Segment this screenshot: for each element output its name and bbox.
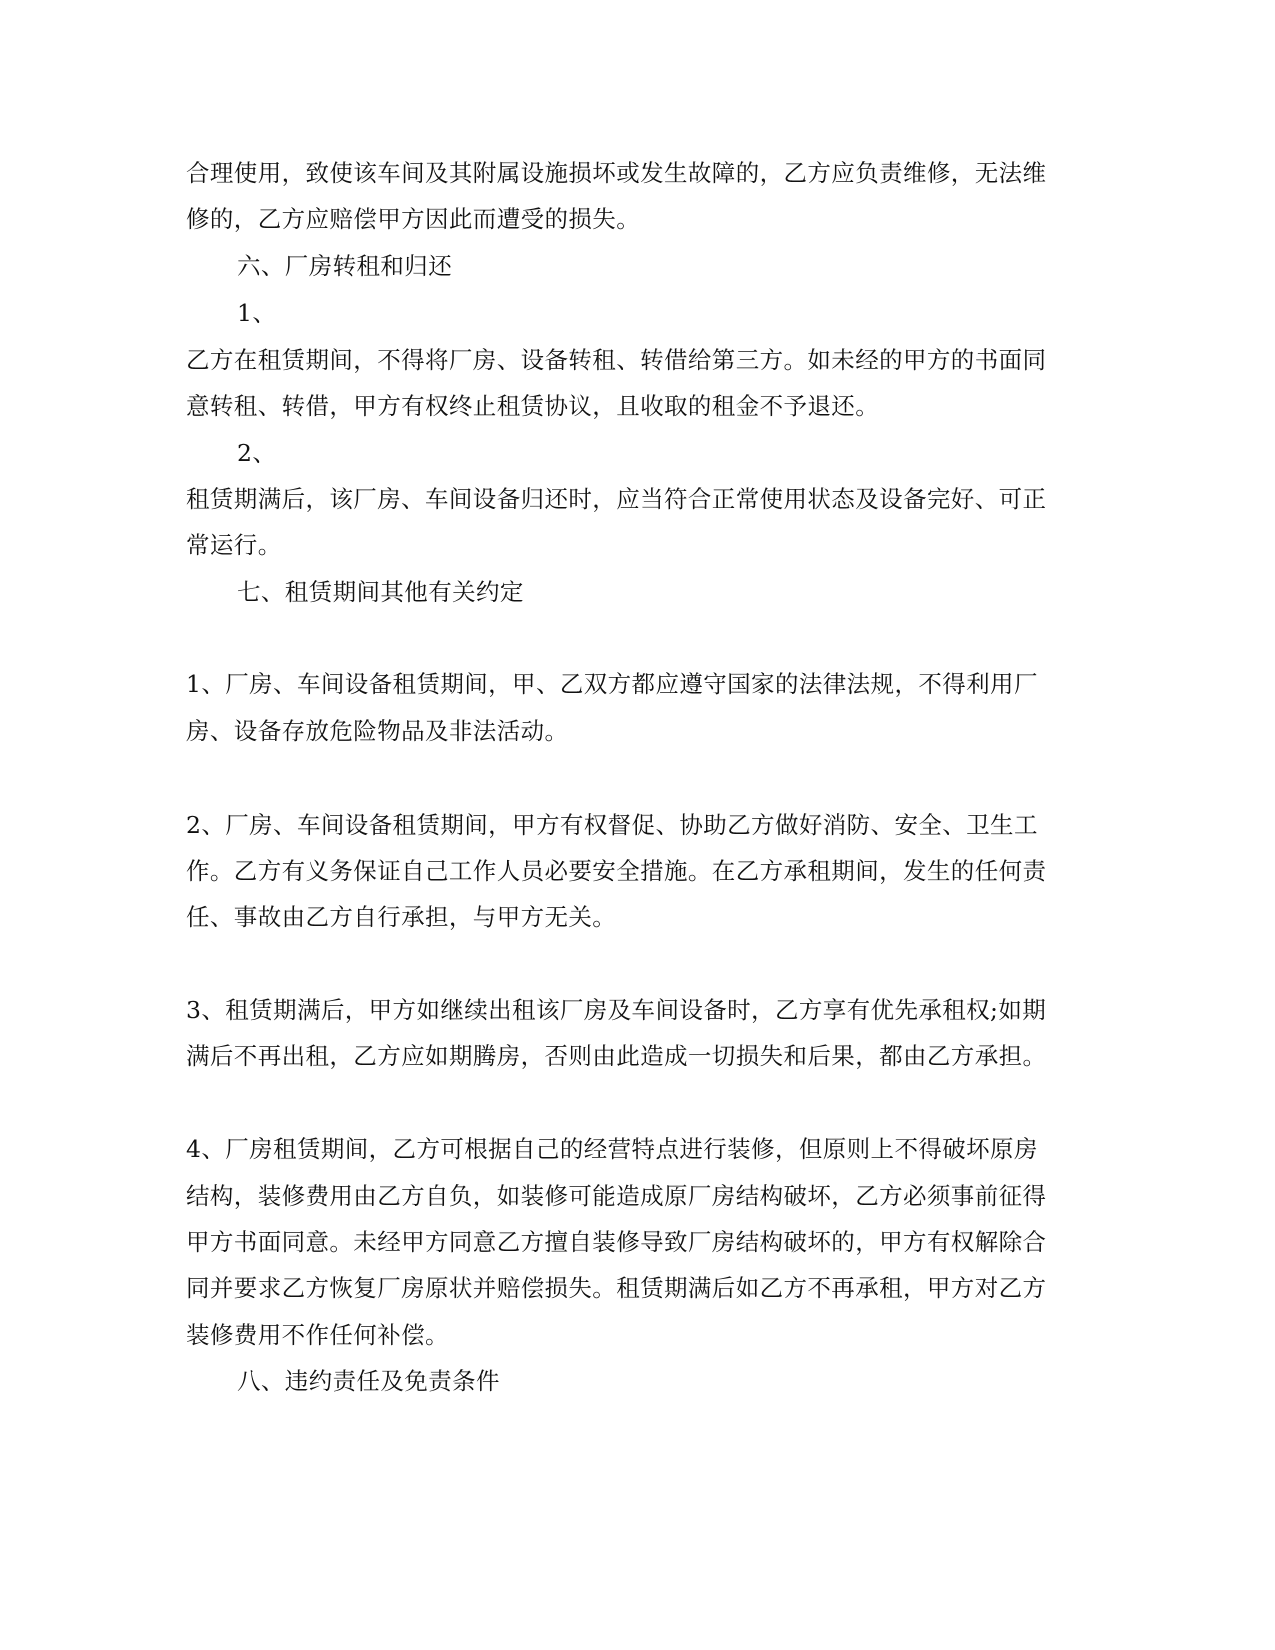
text-line: 装修费用不作任何补偿。 [186,1321,449,1349]
text-line: 作。乙方有义务保证自己工作人员必要安全措施。在乙方承租期间，发生的任何责 [186,857,1047,885]
text-line: 房、设备存放危险物品及非法活动。 [186,717,569,745]
text-line: 4、厂房租赁期间，乙方可根据自己的经营特点进行装修，但原则上不得破坏原房 [186,1135,1038,1163]
text-line: 1、厂房、车间设备租赁期间，甲、乙双方都应遵守国家的法律法规，不得利用厂 [186,670,1038,698]
text-line: 常运行。 [186,531,282,559]
text-line: 2、厂房、车间设备租赁期间，甲方有权督促、协助乙方做好消防、安全、卫生工 [186,811,1038,839]
text-line: 修的，乙方应赔偿甲方因此而遭受的损失。 [186,205,641,233]
text-line: 3、租赁期满后，甲方如继续出租该厂房及车间设备时，乙方享有优先承租权;如期 [186,996,1047,1024]
section-heading: 七、租赁期间其他有关约定 [237,578,524,606]
section-heading: 八、违约责任及免责条件 [237,1367,500,1395]
text-line: 结构，装修费用由乙方自负，如装修可能造成原厂房结构破坏，乙方必须事前征得 [186,1182,1047,1210]
text-line: 合理使用，致使该车间及其附属设施损坏或发生故障的，乙方应负责维修，无法维 [186,159,1047,187]
text-line: 甲方书面同意。未经甲方同意乙方擅自装修导致厂房结构破坏的，甲方有权解除合 [186,1228,1047,1256]
text-line: 同并要求乙方恢复厂房原状并赔偿损失。租赁期满后如乙方不再承租，甲方对乙方 [186,1274,1047,1302]
text-line: 乙方在租赁期间，不得将厂房、设备转租、转借给第三方。如未经的甲方的书面同 [186,346,1047,374]
text-line: 意转租、转借，甲方有权终止租赁协议，且收取的租金不予退还。 [186,392,880,420]
list-number: 2、 [237,439,277,467]
text-line: 任、事故由乙方自行承担，与甲方无关。 [186,903,617,931]
list-number: 1、 [237,299,277,327]
text-line: 租赁期满后，该厂房、车间设备归还时，应当符合正常使用状态及设备完好、可正 [186,485,1047,513]
section-heading: 六、厂房转租和归还 [237,252,453,280]
text-line: 满后不再出租，乙方应如期腾房，否则由此造成一切损失和后果，都由乙方承担。 [186,1042,1047,1070]
